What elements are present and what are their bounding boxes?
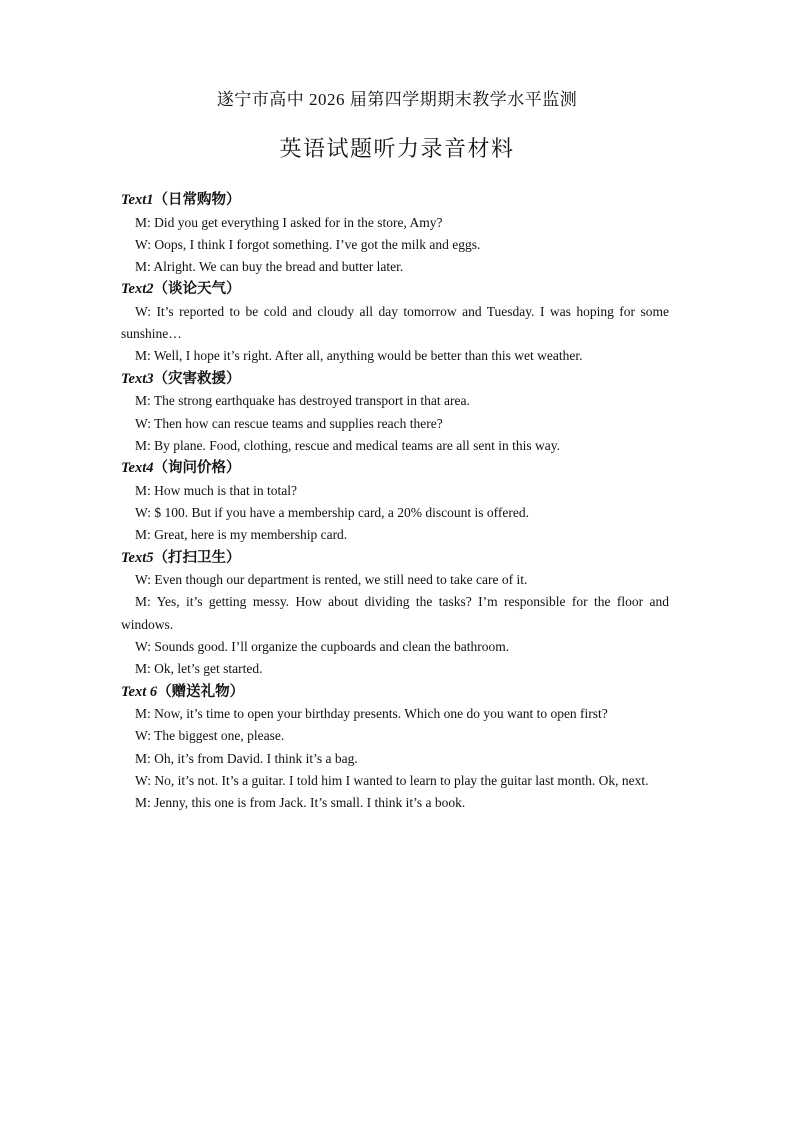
dialogue-line: W: It’s reported to be cold and cloudy all day tomorrow and Tuesday. I was hoping for some sunshine… (121, 303, 669, 342)
section-topic: （打扫卫生） (153, 549, 241, 566)
dialogue-line: W: Even though our department is rented, we still need to take care of it. (135, 572, 528, 588)
section-text5 (121, 547, 669, 681)
section-label: Text5 (121, 549, 154, 566)
section-heading (121, 457, 669, 480)
section-heading (121, 547, 669, 570)
section-label: Text2 (121, 281, 154, 298)
section-topic: （赠送礼物） (157, 683, 245, 700)
dialogue-line: W: Then how can rescue teams and supplies reach there? (135, 415, 443, 431)
dialogue-line: M: The strong earthquake has destroyed transport in that area. (135, 393, 470, 409)
dialogue-line: M: Jenny, this one is from Jack. It’s small. I think it’s a book. (135, 795, 466, 811)
section-topic: （灾害救援） (153, 370, 241, 387)
section-text4 (121, 457, 669, 546)
section-heading (121, 681, 669, 704)
dialogue-line: M: Now, it’s time to open your birthday presents. Which one do you want to open first? (135, 706, 608, 722)
section-label: Text3 (121, 370, 154, 387)
section-label: Text 6 (121, 683, 158, 700)
dialogue-line: M: Well, I hope it’s right. After all, anything would be better than this wet weather. (135, 348, 583, 364)
dialogue-line: M: By plane. Food, clothing, rescue and medical teams are all sent in this way. (135, 437, 561, 453)
section-heading (121, 189, 669, 212)
dialogue-line: W: No, it’s not. It’s a guitar. I told him I wanted to learn to play the guitar last month. Ok, next. (135, 772, 649, 788)
section-topic: （谈论天气） (153, 281, 241, 298)
section-heading (121, 368, 669, 391)
section-text2 (121, 278, 669, 367)
section-heading (121, 278, 669, 301)
dialogue-line: M: Did you get everything I asked for in the store, Amy? (135, 214, 443, 230)
dialogue-line: M: Great, here is my membership card. (135, 527, 348, 543)
dialogue-line: W: Sounds good. I’ll organize the cupboards and clean the bathroom. (135, 638, 510, 654)
section-topic: （询问价格） (153, 460, 241, 477)
dialogue-line: M: Yes, it’s getting messy. How about dividing the tasks? I’m responsible for the floor and windows. (121, 594, 669, 632)
dialogue-line: W: The biggest one, please. (135, 728, 285, 744)
document-title: 英语试题听力录音材料 (279, 136, 515, 161)
section-text3 (121, 368, 669, 457)
dialogue-line: W: Oops, I think I forgot something. I’ve got the milk and eggs. (135, 236, 481, 252)
document-header: 遂宁市高中 2026 届第四学期期末教学水平监测 (216, 90, 578, 109)
dialogue-line: M: How much is that in total? (135, 482, 297, 498)
transcript-body (121, 189, 669, 815)
dialogue-line: W: $ 100. But if you have a membership card, a 20% discount is offered. (135, 504, 530, 520)
section-text6 (121, 681, 669, 815)
section-label: Text1 (121, 192, 154, 208)
dialogue-line: M: Ok, let’s get started. (135, 661, 263, 677)
dialogue-line: M: Oh, it’s from David. I think it’s a bag. (135, 750, 358, 766)
section-label: Text4 (121, 460, 154, 477)
section-text1 (121, 189, 669, 278)
section-topic: （日常购物） (153, 192, 241, 208)
dialogue-line: M: Alright. We can buy the bread and butter later. (135, 259, 404, 275)
